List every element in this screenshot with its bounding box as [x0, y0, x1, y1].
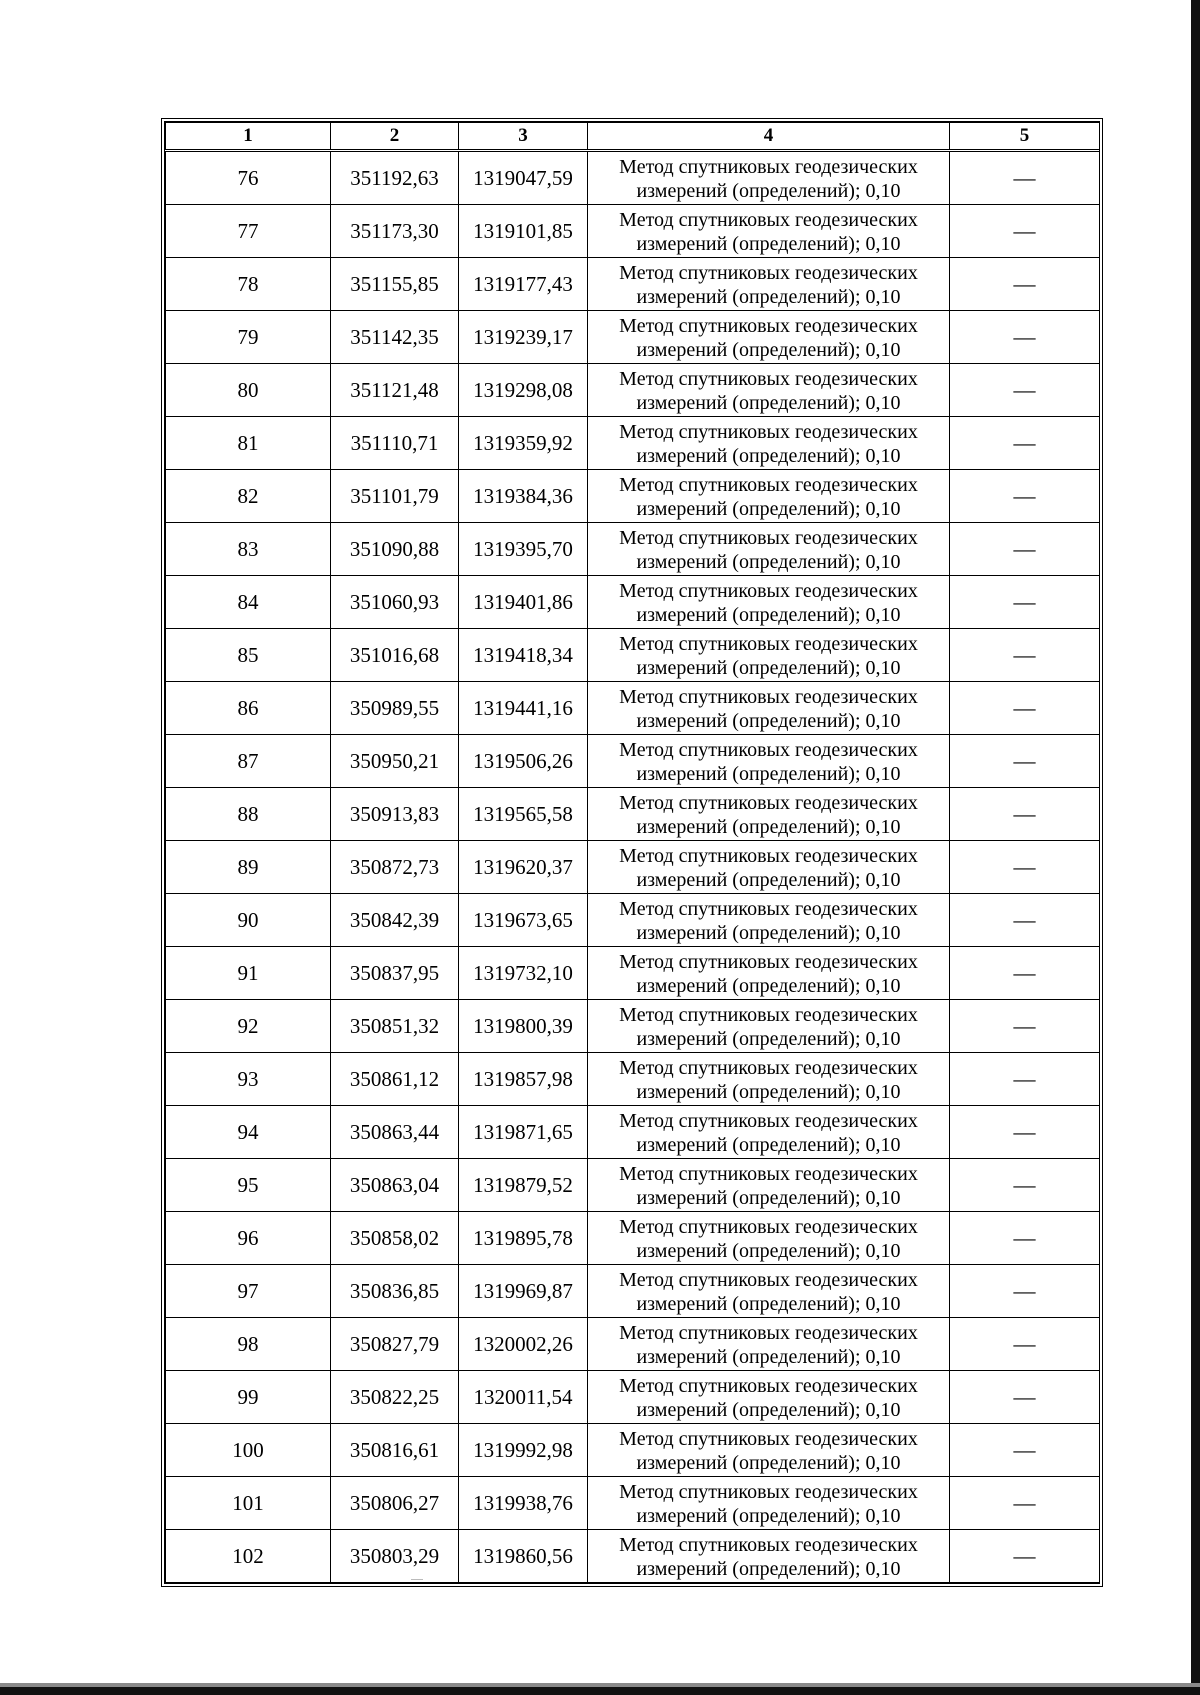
coord-y-cell: 1319506,26 — [459, 735, 588, 788]
method-cell — [588, 151, 950, 205]
table-body — [166, 151, 1100, 1583]
coord-x-cell: 350861,12 — [331, 1053, 459, 1106]
col5-cell: — — [950, 470, 1100, 523]
coord-y-cell: 1319298,08 — [459, 364, 588, 417]
method-cell — [588, 1106, 950, 1159]
table-row — [166, 735, 1100, 788]
point-number-cell: 95 — [166, 1159, 331, 1212]
method-line-2: измерений (определений); 0,10 — [636, 1504, 901, 1527]
col5-cell: — — [950, 417, 1100, 470]
method-line-2: измерений (определений); 0,10 — [636, 974, 901, 997]
method-line-2: измерений (определений); 0,10 — [636, 1133, 901, 1156]
coord-x-cell: 350851,32 — [331, 1000, 459, 1053]
method-line-1: Метод спутниковых геодезических — [619, 1109, 918, 1132]
method-line-2: измерений (определений); 0,10 — [636, 232, 901, 255]
method-cell — [588, 629, 950, 682]
point-number-cell: 102 — [166, 1530, 331, 1583]
table-row — [166, 1000, 1100, 1053]
point-number-cell: 88 — [166, 788, 331, 841]
method-cell — [588, 1477, 950, 1530]
col5-cell: — — [950, 894, 1100, 947]
point-number-cell: 81 — [166, 417, 331, 470]
point-number-cell: 87 — [166, 735, 331, 788]
method-line-2: измерений (определений); 0,10 — [636, 444, 901, 467]
col5-cell: — — [950, 788, 1100, 841]
method-line-2: измерений (определений); 0,10 — [636, 1292, 901, 1315]
method-line-2: измерений (определений); 0,10 — [636, 1239, 901, 1262]
method-line-2: измерений (определений); 0,10 — [636, 1186, 901, 1209]
col5-cell: — — [950, 1159, 1100, 1212]
coord-x-cell: 351121,48 — [331, 364, 459, 417]
point-number-cell: 96 — [166, 1212, 331, 1265]
coord-x-cell: 351090,88 — [331, 523, 459, 576]
col5-cell: — — [950, 311, 1100, 364]
col5-cell: — — [950, 841, 1100, 894]
method-line-1: Метод спутниковых геодезических — [619, 420, 918, 443]
method-cell — [588, 894, 950, 947]
coord-y-cell: 1319418,34 — [459, 629, 588, 682]
col5-cell: — — [950, 1106, 1100, 1159]
coord-y-cell: 1319992,98 — [459, 1424, 588, 1477]
coord-y-cell: 1319239,17 — [459, 311, 588, 364]
point-number-cell: 78 — [166, 258, 331, 311]
header-col-3: 3 — [459, 123, 588, 151]
method-cell — [588, 1212, 950, 1265]
col5-cell: — — [950, 682, 1100, 735]
coord-x-cell: 350806,27 — [331, 1477, 459, 1530]
point-number-cell: 101 — [166, 1477, 331, 1530]
method-line-1: Метод спутниковых геодезических — [619, 367, 918, 390]
point-number-cell: 91 — [166, 947, 331, 1000]
point-number-cell: 79 — [166, 311, 331, 364]
point-number-cell: 85 — [166, 629, 331, 682]
col5-cell: — — [950, 1053, 1100, 1106]
method-cell — [588, 682, 950, 735]
col5-cell: — — [950, 629, 1100, 682]
table-row — [166, 947, 1100, 1000]
method-cell — [588, 735, 950, 788]
method-line-2: измерений (определений); 0,10 — [636, 497, 901, 520]
method-line-1: Метод спутниковых геодезических — [619, 844, 918, 867]
table-row — [166, 788, 1100, 841]
method-cell — [588, 1424, 950, 1477]
coord-y-cell: 1319860,56 — [459, 1530, 588, 1583]
method-line-2: измерений (определений); 0,10 — [636, 1027, 901, 1050]
method-line-1: Метод спутниковых геодезических — [619, 1268, 918, 1291]
coord-x-cell: 351142,35 — [331, 311, 459, 364]
method-line-1: Метод спутниковых геодезических — [619, 261, 918, 284]
coord-x-cell: 350858,02 — [331, 1212, 459, 1265]
coord-y-cell: 1319101,85 — [459, 205, 588, 258]
header-col-2: 2 — [331, 123, 459, 151]
method-line-1: Метод спутниковых геодезических — [619, 526, 918, 549]
coord-y-cell: 1319047,59 — [459, 151, 588, 205]
col5-cell: — — [950, 1424, 1100, 1477]
point-number-cell: 82 — [166, 470, 331, 523]
header-row — [166, 123, 1100, 151]
method-line-1: Метод спутниковых геодезических — [619, 1533, 918, 1556]
table-row — [166, 629, 1100, 682]
coord-x-cell: 351110,71 — [331, 417, 459, 470]
coord-x-cell: 350863,44 — [331, 1106, 459, 1159]
method-cell — [588, 1159, 950, 1212]
table-row — [166, 576, 1100, 629]
coord-y-cell: 1320011,54 — [459, 1371, 588, 1424]
coord-y-cell: 1319895,78 — [459, 1212, 588, 1265]
point-number-cell: 94 — [166, 1106, 331, 1159]
scan-speck — [411, 1579, 423, 1580]
method-line-1: Метод спутниковых геодезических — [619, 1480, 918, 1503]
method-line-1: Метод спутниковых геодезических — [619, 1162, 918, 1185]
method-line-1: Метод спутниковых геодезических — [619, 1374, 918, 1397]
col5-cell: — — [950, 364, 1100, 417]
method-line-2: измерений (определений); 0,10 — [636, 762, 901, 785]
method-line-2: измерений (определений); 0,10 — [636, 868, 901, 891]
coord-x-cell: 350822,25 — [331, 1371, 459, 1424]
method-line-2: измерений (определений); 0,10 — [636, 179, 901, 202]
method-line-1: Метод спутниковых геодезических — [619, 208, 918, 231]
coord-y-cell: 1319441,16 — [459, 682, 588, 735]
method-cell — [588, 1530, 950, 1583]
method-line-2: измерений (определений); 0,10 — [636, 391, 901, 414]
coord-y-cell: 1319732,10 — [459, 947, 588, 1000]
col5-cell: — — [950, 1477, 1100, 1530]
method-line-1: Метод спутниковых геодезических — [619, 791, 918, 814]
coord-x-cell: 350950,21 — [331, 735, 459, 788]
coord-x-cell: 350837,95 — [331, 947, 459, 1000]
table-row — [166, 1053, 1100, 1106]
method-cell — [588, 258, 950, 311]
table-row — [166, 151, 1100, 205]
method-line-1: Метод спутниковых геодезических — [619, 1427, 918, 1450]
coord-y-cell: 1319871,65 — [459, 1106, 588, 1159]
method-line-2: измерений (определений); 0,10 — [636, 1451, 901, 1474]
point-number-cell: 80 — [166, 364, 331, 417]
coord-x-cell: 350863,04 — [331, 1159, 459, 1212]
coord-x-cell: 350842,39 — [331, 894, 459, 947]
header-col-5: 5 — [950, 123, 1100, 151]
method-line-1: Метод спутниковых геодезических — [619, 1215, 918, 1238]
coord-x-cell: 350913,83 — [331, 788, 459, 841]
method-line-2: измерений (определений); 0,10 — [636, 285, 901, 308]
method-line-2: измерений (определений); 0,10 — [636, 550, 901, 573]
point-number-cell: 89 — [166, 841, 331, 894]
method-line-2: измерений (определений); 0,10 — [636, 1557, 901, 1580]
method-line-2: измерений (определений); 0,10 — [636, 709, 901, 732]
point-number-cell: 97 — [166, 1265, 331, 1318]
table-row — [166, 311, 1100, 364]
table-row — [166, 364, 1100, 417]
coordinates-table-frame — [161, 118, 1103, 1587]
method-line-1: Метод спутниковых геодезических — [619, 632, 918, 655]
col5-cell: — — [950, 258, 1100, 311]
method-cell — [588, 470, 950, 523]
method-line-2: измерений (определений); 0,10 — [636, 338, 901, 361]
col5-cell: — — [950, 735, 1100, 788]
method-line-2: измерений (определений); 0,10 — [636, 603, 901, 626]
col5-cell: — — [950, 151, 1100, 205]
coord-y-cell: 1320002,26 — [459, 1318, 588, 1371]
method-line-1: Метод спутниковых геодезических — [619, 897, 918, 920]
coord-y-cell: 1319384,36 — [459, 470, 588, 523]
table-row — [166, 1106, 1100, 1159]
method-cell — [588, 311, 950, 364]
table-row — [166, 470, 1100, 523]
coord-y-cell: 1319395,70 — [459, 523, 588, 576]
coordinates-table — [165, 122, 1100, 1583]
method-line-1: Метод спутниковых геодезических — [619, 579, 918, 602]
point-number-cell: 92 — [166, 1000, 331, 1053]
coord-x-cell: 350872,73 — [331, 841, 459, 894]
method-line-1: Метод спутниковых геодезических — [619, 314, 918, 337]
table-row — [166, 417, 1100, 470]
method-line-2: измерений (определений); 0,10 — [636, 921, 901, 944]
method-cell — [588, 1000, 950, 1053]
coord-x-cell: 350816,61 — [331, 1424, 459, 1477]
table-row — [166, 1424, 1100, 1477]
coord-x-cell: 350989,55 — [331, 682, 459, 735]
point-number-cell: 90 — [166, 894, 331, 947]
method-line-2: измерений (определений); 0,10 — [636, 1080, 901, 1103]
method-cell — [588, 841, 950, 894]
coord-y-cell: 1319565,58 — [459, 788, 588, 841]
coord-y-cell: 1319969,87 — [459, 1265, 588, 1318]
point-number-cell: 77 — [166, 205, 331, 258]
header-col-1: 1 — [166, 123, 331, 151]
coord-y-cell: 1319879,52 — [459, 1159, 588, 1212]
method-cell — [588, 523, 950, 576]
table-row — [166, 205, 1100, 258]
method-line-2: измерений (определений); 0,10 — [636, 1345, 901, 1368]
method-cell — [588, 1318, 950, 1371]
table-row — [166, 258, 1100, 311]
col5-cell: — — [950, 1000, 1100, 1053]
method-line-1: Метод спутниковых геодезических — [619, 1056, 918, 1079]
col5-cell: — — [950, 1530, 1100, 1583]
table-row — [166, 682, 1100, 735]
col5-cell: — — [950, 1265, 1100, 1318]
coord-y-cell: 1319177,43 — [459, 258, 588, 311]
point-number-cell: 76 — [166, 151, 331, 205]
col5-cell: — — [950, 1318, 1100, 1371]
point-number-cell: 83 — [166, 523, 331, 576]
scan-edge-right — [1191, 0, 1200, 1695]
coord-x-cell: 350827,79 — [331, 1318, 459, 1371]
col5-cell: — — [950, 1371, 1100, 1424]
method-line-1: Метод спутниковых геодезических — [619, 1321, 918, 1344]
table-row — [166, 1159, 1100, 1212]
point-number-cell: 86 — [166, 682, 331, 735]
scan-edge-bottom — [0, 1687, 1200, 1695]
coord-x-cell: 351016,68 — [331, 629, 459, 682]
table-header — [166, 123, 1100, 151]
table-row — [166, 1371, 1100, 1424]
method-cell — [588, 1265, 950, 1318]
table-row — [166, 841, 1100, 894]
table-row — [166, 1530, 1100, 1583]
method-line-1: Метод спутниковых геодезических — [619, 155, 918, 178]
coord-x-cell: 351101,79 — [331, 470, 459, 523]
point-number-cell: 93 — [166, 1053, 331, 1106]
coord-x-cell: 351173,30 — [331, 205, 459, 258]
col5-cell: — — [950, 947, 1100, 1000]
col5-cell: — — [950, 576, 1100, 629]
method-line-1: Метод спутниковых геодезических — [619, 950, 918, 973]
col5-cell: — — [950, 205, 1100, 258]
point-number-cell: 99 — [166, 1371, 331, 1424]
table-row — [166, 1265, 1100, 1318]
method-line-2: измерений (определений); 0,10 — [636, 815, 901, 838]
method-cell — [588, 788, 950, 841]
coord-y-cell: 1319359,92 — [459, 417, 588, 470]
point-number-cell: 84 — [166, 576, 331, 629]
table-row — [166, 1477, 1100, 1530]
point-number-cell: 98 — [166, 1318, 331, 1371]
method-cell — [588, 1053, 950, 1106]
table-row — [166, 894, 1100, 947]
point-number-cell: 100 — [166, 1424, 331, 1477]
method-line-1: Метод спутниковых геодезических — [619, 473, 918, 496]
method-cell — [588, 576, 950, 629]
method-line-1: Метод спутниковых геодезических — [619, 738, 918, 761]
method-cell — [588, 1371, 950, 1424]
coord-y-cell: 1319800,39 — [459, 1000, 588, 1053]
coord-y-cell: 1319673,65 — [459, 894, 588, 947]
col5-cell: — — [950, 1212, 1100, 1265]
method-cell — [588, 205, 950, 258]
table-row — [166, 1212, 1100, 1265]
coord-y-cell: 1319401,86 — [459, 576, 588, 629]
coord-y-cell: 1319938,76 — [459, 1477, 588, 1530]
method-line-1: Метод спутниковых геодезических — [619, 685, 918, 708]
method-line-2: измерений (определений); 0,10 — [636, 656, 901, 679]
header-col-4: 4 — [588, 123, 950, 151]
method-cell — [588, 364, 950, 417]
coord-x-cell: 351060,93 — [331, 576, 459, 629]
method-line-1: Метод спутниковых геодезических — [619, 1003, 918, 1026]
coord-y-cell: 1319620,37 — [459, 841, 588, 894]
coord-x-cell: 350836,85 — [331, 1265, 459, 1318]
coord-y-cell: 1319857,98 — [459, 1053, 588, 1106]
method-cell — [588, 417, 950, 470]
coord-x-cell: 351192,63 — [331, 151, 459, 205]
col5-cell: — — [950, 523, 1100, 576]
method-cell — [588, 947, 950, 1000]
method-line-2: измерений (определений); 0,10 — [636, 1398, 901, 1421]
coord-x-cell: 351155,85 — [331, 258, 459, 311]
table-row — [166, 523, 1100, 576]
coord-x-cell: 350803,29 — [331, 1530, 459, 1583]
table-row — [166, 1318, 1100, 1371]
